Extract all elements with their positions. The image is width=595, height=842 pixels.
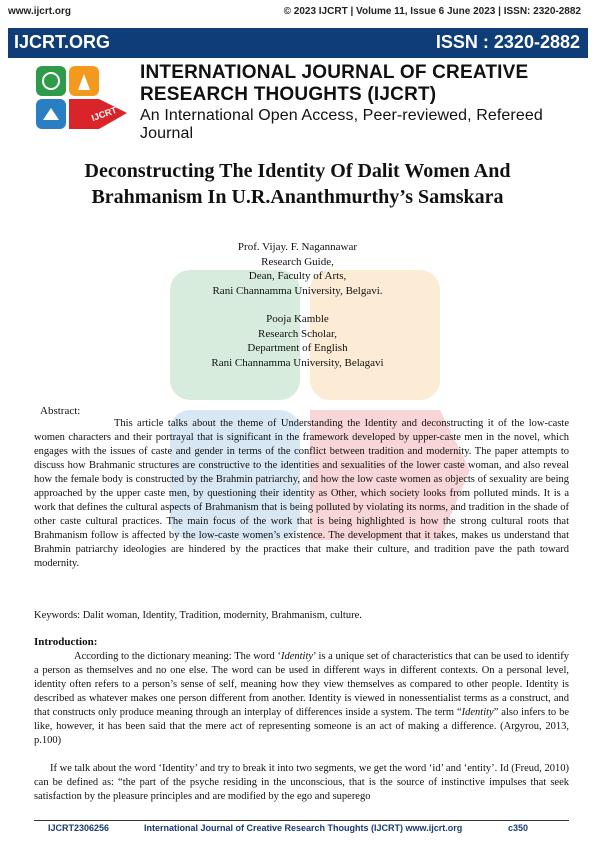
introduction-paragraph-2: If we talk about the word ‘Identity’ and try to break it into two segments, we get the word ‘id’ and ‘entity’. Id (Freud, 2010) can be defined as: “the part of the psyche residing in the unconscious, that is the source of instinctive impulses that seek satisfaction by the pleasure principles and are modified by the ego and superego <box>34 763 569 802</box>
footer-page-number: c350 <box>508 823 529 833</box>
journal-title-line2: RESEARCH THOUGHTS (IJCRT) <box>140 84 437 105</box>
author-block <box>0 240 595 370</box>
author-2-name: Pooja Kamble <box>266 313 329 325</box>
site-url[interactable]: www.ijcrt.org <box>8 6 71 17</box>
banner-site: IJCRT.ORG <box>14 32 111 52</box>
footer-paper-id: IJCRT2306256 <box>48 823 110 833</box>
author-2-department: Department of English <box>247 342 348 354</box>
introduction-heading: Introduction: <box>34 636 98 648</box>
logo-tile-green <box>36 66 66 96</box>
issue-info: © 2023 IJCRT | Volume 11, Issue 6 June 2023 | ISSN: 2320-2882 <box>283 6 581 17</box>
abstract-body: This article talks about the theme of Understanding the Identity and deconstructing it of the low-caste women characters and their portrayal that is significant in the framework developed by upper-caste men in the novel, which engages with the issues of caste and gender in terms of the conflict between tradition and modernity. The paper attempts to discuss how Brahmanic structures are constructive to the identities and sexualities of the lower caste woman, and also reveal how the female body is constructed by the Brahmin patriarchy, and how the low caste women as objects of sexuality are being approached by the upper caste men, by questioning their identity as Other, which society looks from polluted minds. It is a work that defines the cultural aspects of Brahmanism that is being polluted by violating its norms, and tradition in the shade of other caste cultural practices. The main focus of the work that is being highlighted is how the strong cultural roots that Brahmanism follow is affected by the low-caste women’s existence. The development that it takes, makes us understand that Brahmin patriarchy ideologies are hindered by the practices that make their culture, and tradition pave the path toward modernity. <box>34 418 569 569</box>
author-2-affiliation: Rani Channamma University, Belagavi <box>211 356 384 369</box>
journal-banner <box>8 28 588 58</box>
author-2-role: Research Scholar, <box>258 327 337 340</box>
journal-subtitle: An International Open Access, Peer-reviewed, Refereed Journal <box>140 107 543 142</box>
running-header <box>0 0 595 24</box>
ijcrt-logo-icon <box>34 62 144 134</box>
keywords: Keywords: Dalit woman, Identity, Tradition, modernity, Brahmanism, culture. <box>34 610 362 621</box>
footer-divider <box>34 820 569 821</box>
author-1-role: Research Guide, <box>261 255 334 268</box>
article-title-line1: Deconstructing The Identity Of Dalit Women And <box>84 160 511 182</box>
author-1-position: Dean, Faculty of Arts, <box>248 270 347 282</box>
footer-journal[interactable]: International Journal of Creative Research Thoughts (IJCRT) www.ijcrt.org <box>144 823 463 833</box>
article-title <box>20 158 575 210</box>
abstract-heading: Abstract: <box>40 405 81 417</box>
abstract-text <box>34 417 569 571</box>
journal-title <box>140 62 590 106</box>
journal-title-line1: INTERNATIONAL JOURNAL OF CREATIVE <box>140 62 529 83</box>
banner-issn: ISSN : 2320-2882 <box>435 32 580 52</box>
author-1-affiliation: Rani Channamma University, Belgavi. <box>212 284 383 297</box>
introduction-paragraph-1: According to the dictionary meaning: The word ‘Identity’ is a unique set of characteristics that can be used to identify a person as themselves and no one else. The word can be used in different ways in different contexts. On a personal level, identity often refers to a person’s sense of self, meaning how they view themselves as compared to other people. Identity is described as whatever makes one person different from another. Identity is viewed in nonessentialist terms as a construct, and that constructs only produce meaning through an interplay of differences inside a system. The term “Identity” also infers to be like, however, it has been said that the mere act of representing someone is an act of making a difference. (Argyrou, 2013, p.100) <box>34 651 569 746</box>
article-title-line2: Brahmanism In U.R.Ananthmurthy’s Samskara <box>91 186 504 208</box>
logo-text: IJCRT <box>90 104 119 124</box>
author-1-name: Prof. Vijay. F. Nagannawar <box>237 241 358 253</box>
